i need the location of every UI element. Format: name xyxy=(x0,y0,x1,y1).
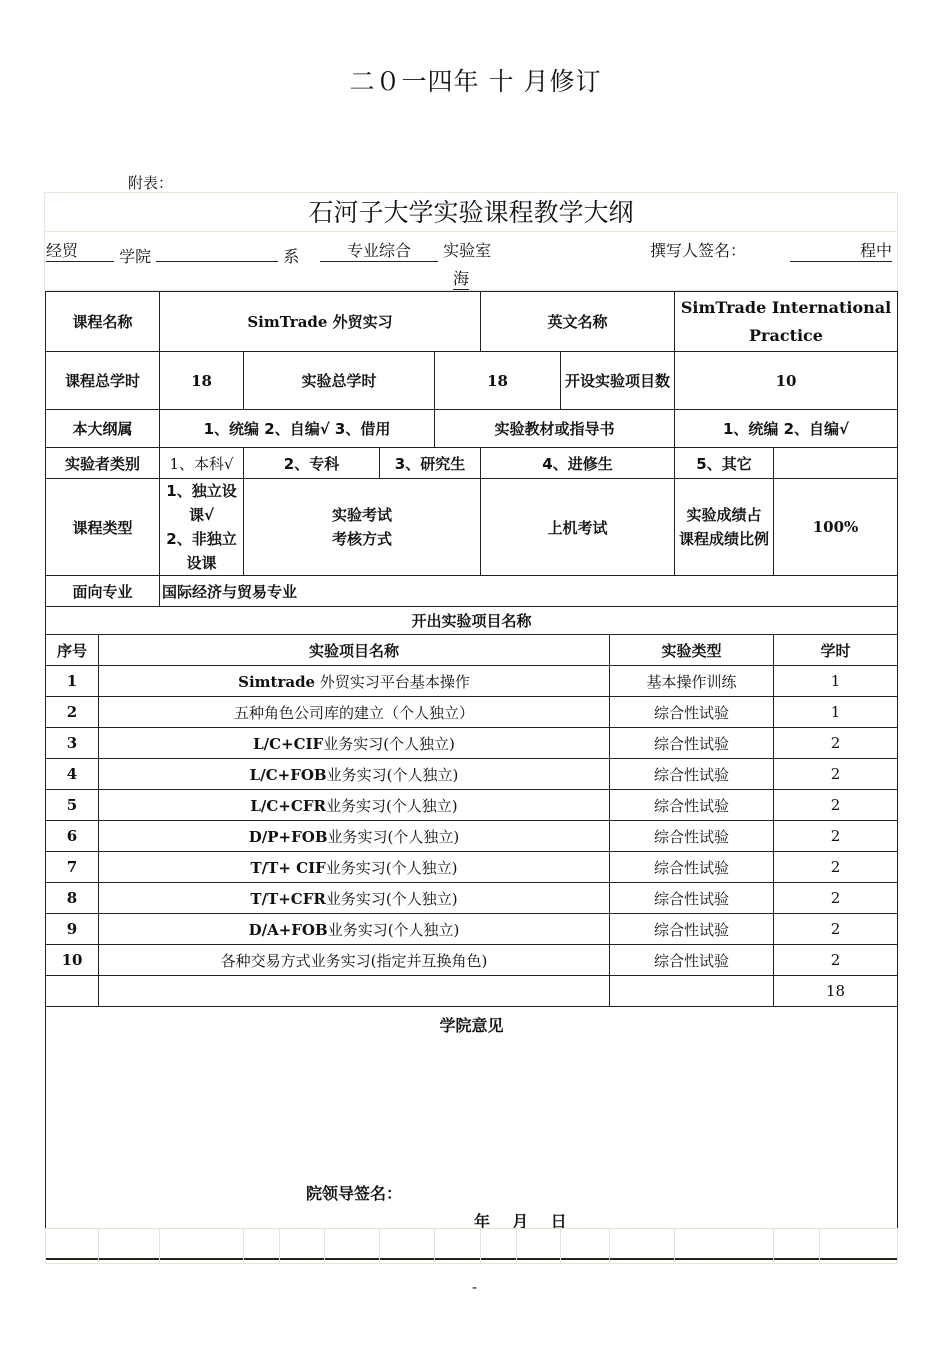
project-hours: 2 xyxy=(774,728,898,759)
project-type: 综合性试验 xyxy=(610,759,774,790)
grid-cell xyxy=(481,1229,517,1264)
project-type: 综合性试验 xyxy=(610,883,774,914)
opinion-title: 学院意见 xyxy=(439,1016,504,1035)
grid-cell xyxy=(280,1229,325,1264)
outline-type-value: 1、统编 2、自编√ 3、借用 xyxy=(160,410,435,448)
project-name-code: D/A+FOB xyxy=(248,920,328,939)
project-hours: 2 xyxy=(774,821,898,852)
project-name xyxy=(99,759,610,790)
project-name xyxy=(99,883,610,914)
leader-signature-label: 院领导签名： xyxy=(306,1184,403,1203)
grid-cell xyxy=(561,1229,610,1264)
grid-cell xyxy=(160,1229,244,1264)
lab-hours-value: 18 xyxy=(435,352,561,410)
major-label: 面向专业 xyxy=(46,576,160,607)
exam-method-label xyxy=(244,479,481,576)
month-label: 月 xyxy=(512,1212,529,1231)
exam-label-line1: 实验考试 xyxy=(331,506,392,524)
page-footer-mark: - xyxy=(472,1278,478,1296)
project-type: 综合性试验 xyxy=(610,852,774,883)
project-name-text: 业务实习(个人独立) xyxy=(325,858,458,877)
lab-value: 专业综合 xyxy=(320,238,438,262)
course-type-dependent: 2、非独立设课 xyxy=(166,530,237,572)
project-type: 基本操作训练 xyxy=(610,666,774,697)
project-name-code: L/C+FOB xyxy=(249,765,327,784)
project-name xyxy=(99,697,610,728)
student-type-label: 实验者类别 xyxy=(46,448,160,479)
header-project-name: 实验项目名称 xyxy=(99,635,610,666)
project-row xyxy=(46,728,898,759)
project-row xyxy=(46,759,898,790)
project-row xyxy=(46,883,898,914)
project-row xyxy=(46,790,898,821)
grid-cell xyxy=(244,1229,280,1264)
project-name xyxy=(99,945,610,976)
course-type-independent: 1、独立设课√ xyxy=(166,482,237,524)
grid-cell xyxy=(380,1229,435,1264)
project-hours: 2 xyxy=(774,852,898,883)
student-type-advanced: 4、进修生 xyxy=(481,448,675,479)
grid-cell xyxy=(675,1229,774,1264)
author-name: 程中 xyxy=(790,238,892,262)
exam-method-value: 上机考试 xyxy=(481,479,675,576)
project-name-code: L/C+CIF xyxy=(253,734,324,753)
total-hours-value: 18 xyxy=(160,352,244,410)
project-name-text: 业务实习(个人独立) xyxy=(326,765,459,784)
project-no: 3 xyxy=(46,728,99,759)
project-hours: 1 xyxy=(774,697,898,728)
project-row xyxy=(46,914,898,945)
header-project-type: 实验类型 xyxy=(610,635,774,666)
grid-cell xyxy=(820,1229,898,1264)
project-no: 8 xyxy=(46,883,99,914)
total-row-type xyxy=(610,976,774,1007)
student-type-other: 5、其它 xyxy=(675,448,774,479)
sign-line-lab xyxy=(320,238,491,262)
project-hours: 1 xyxy=(774,666,898,697)
project-name xyxy=(99,914,610,945)
project-name-code: D/P+FOB xyxy=(248,827,328,846)
department-label: 系 xyxy=(283,247,300,266)
project-row xyxy=(46,666,898,697)
project-type: 综合性试验 xyxy=(610,821,774,852)
ratio-label-line2: 课程成绩比例 xyxy=(678,530,769,548)
projects-section-title: 开出实验项目名称 xyxy=(46,607,898,635)
grid-cell xyxy=(46,1229,99,1264)
sign-line-dept xyxy=(46,238,299,267)
total-row-name xyxy=(99,976,610,1007)
project-hours: 2 xyxy=(774,790,898,821)
lab-continuation: 海 xyxy=(453,266,469,290)
grid-cell xyxy=(774,1229,820,1264)
project-name xyxy=(99,790,610,821)
project-name xyxy=(99,852,610,883)
header-no: 序号 xyxy=(46,635,99,666)
total-row-blank xyxy=(46,976,99,1007)
project-hours: 2 xyxy=(774,914,898,945)
ratio-value: 100% xyxy=(774,479,898,576)
course-type-value xyxy=(160,479,244,576)
attachment-label: 附表： xyxy=(128,174,174,192)
project-row xyxy=(46,821,898,852)
project-type: 综合性试验 xyxy=(610,790,774,821)
lab-suffix: 实验室 xyxy=(443,241,492,260)
ratio-label-line1: 实验成绩占 xyxy=(686,506,762,524)
project-name-text: 外贸实习平台基本操作 xyxy=(315,672,470,691)
department-blank xyxy=(156,261,278,262)
english-name-label: 英文名称 xyxy=(481,292,675,352)
project-name-text: 业务实习(个人独立) xyxy=(327,827,460,846)
student-type-blank xyxy=(774,448,898,479)
student-type-college: 2、专科 xyxy=(244,448,380,479)
project-no: 2 xyxy=(46,697,99,728)
project-type: 综合性试验 xyxy=(610,914,774,945)
project-no: 1 xyxy=(46,666,99,697)
college-opinion xyxy=(46,1007,898,1259)
year-label: 年 xyxy=(474,1212,491,1231)
project-name-text: 业务实习(个人独立) xyxy=(323,734,455,753)
project-no: 9 xyxy=(46,914,99,945)
revision-note: 二０一四年 十 月修订 xyxy=(349,67,602,96)
grid-cell xyxy=(610,1229,675,1264)
grid-cell xyxy=(435,1229,481,1264)
project-name-code: T/T+CFR xyxy=(250,889,326,908)
outline-type-label: 本大纲属 xyxy=(46,410,160,448)
ratio-label xyxy=(675,479,774,576)
project-rows xyxy=(46,666,898,976)
lab-hours-label: 实验总学时 xyxy=(244,352,435,410)
project-type: 综合性试验 xyxy=(610,945,774,976)
project-no: 5 xyxy=(46,790,99,821)
project-row xyxy=(46,945,898,976)
textbook-value: 1、统编 2、自编√ xyxy=(675,410,898,448)
project-name xyxy=(99,728,610,759)
project-name-text: 各种交易方式业务实习(指定并互换角色) xyxy=(220,951,488,970)
course-name-value: SimTrade 外贸实习 xyxy=(160,292,481,352)
header-hours: 学时 xyxy=(774,635,898,666)
grid-cell xyxy=(517,1229,561,1264)
project-count-value: 10 xyxy=(675,352,898,410)
textbook-label: 实验教材或指导书 xyxy=(435,410,675,448)
total-hours-label: 课程总学时 xyxy=(46,352,160,410)
project-row xyxy=(46,697,898,728)
grid-cell xyxy=(99,1229,160,1264)
project-no: 6 xyxy=(46,821,99,852)
dept-value: 经贸 xyxy=(46,238,114,262)
project-name-text: 业务实习(个人独立) xyxy=(325,889,458,908)
course-outline-table xyxy=(45,291,898,1260)
project-hours: 2 xyxy=(774,883,898,914)
course-name-label: 课程名称 xyxy=(46,292,160,352)
project-name-code: Simtrade xyxy=(238,672,316,691)
project-name-code: L/C+CFR xyxy=(250,796,326,815)
day-label: 日 xyxy=(550,1212,567,1231)
major-value: 国际经济与贸易专业 xyxy=(160,576,898,607)
project-no: 10 xyxy=(46,945,99,976)
college-label: 学院 xyxy=(119,247,152,266)
author-label: 撰写人签名： xyxy=(650,241,747,260)
project-hours: 2 xyxy=(774,945,898,976)
project-name-code: T/T+ CIF xyxy=(250,858,326,877)
grid-cell xyxy=(325,1229,380,1264)
course-type-label: 课程类型 xyxy=(46,479,160,576)
blank-grid-row xyxy=(45,1228,898,1264)
sheet-title: 石河子大学实验课程教学大纲 xyxy=(44,192,898,232)
project-name xyxy=(99,666,610,697)
project-row xyxy=(46,852,898,883)
project-no: 7 xyxy=(46,852,99,883)
project-name-text: 五种角色公司库的建立（个人独立） xyxy=(233,703,474,722)
student-type-graduate: 3、研究生 xyxy=(380,448,481,479)
total-hours-sum: 18 xyxy=(774,976,898,1007)
project-name xyxy=(99,821,610,852)
project-type: 综合性试验 xyxy=(610,697,774,728)
project-no: 4 xyxy=(46,759,99,790)
exam-label-line2: 考核方式 xyxy=(331,530,392,548)
project-name-text: 业务实习(个人独立) xyxy=(327,920,460,939)
student-type-undergrad: 1、本科√ xyxy=(160,448,244,479)
project-type: 综合性试验 xyxy=(610,728,774,759)
project-hours: 2 xyxy=(774,759,898,790)
project-count-label: 开设实验项目数 xyxy=(561,352,675,410)
project-name-text: 业务实习(个人独立) xyxy=(325,796,458,815)
english-name-value: SimTrade International Practice xyxy=(675,292,898,352)
